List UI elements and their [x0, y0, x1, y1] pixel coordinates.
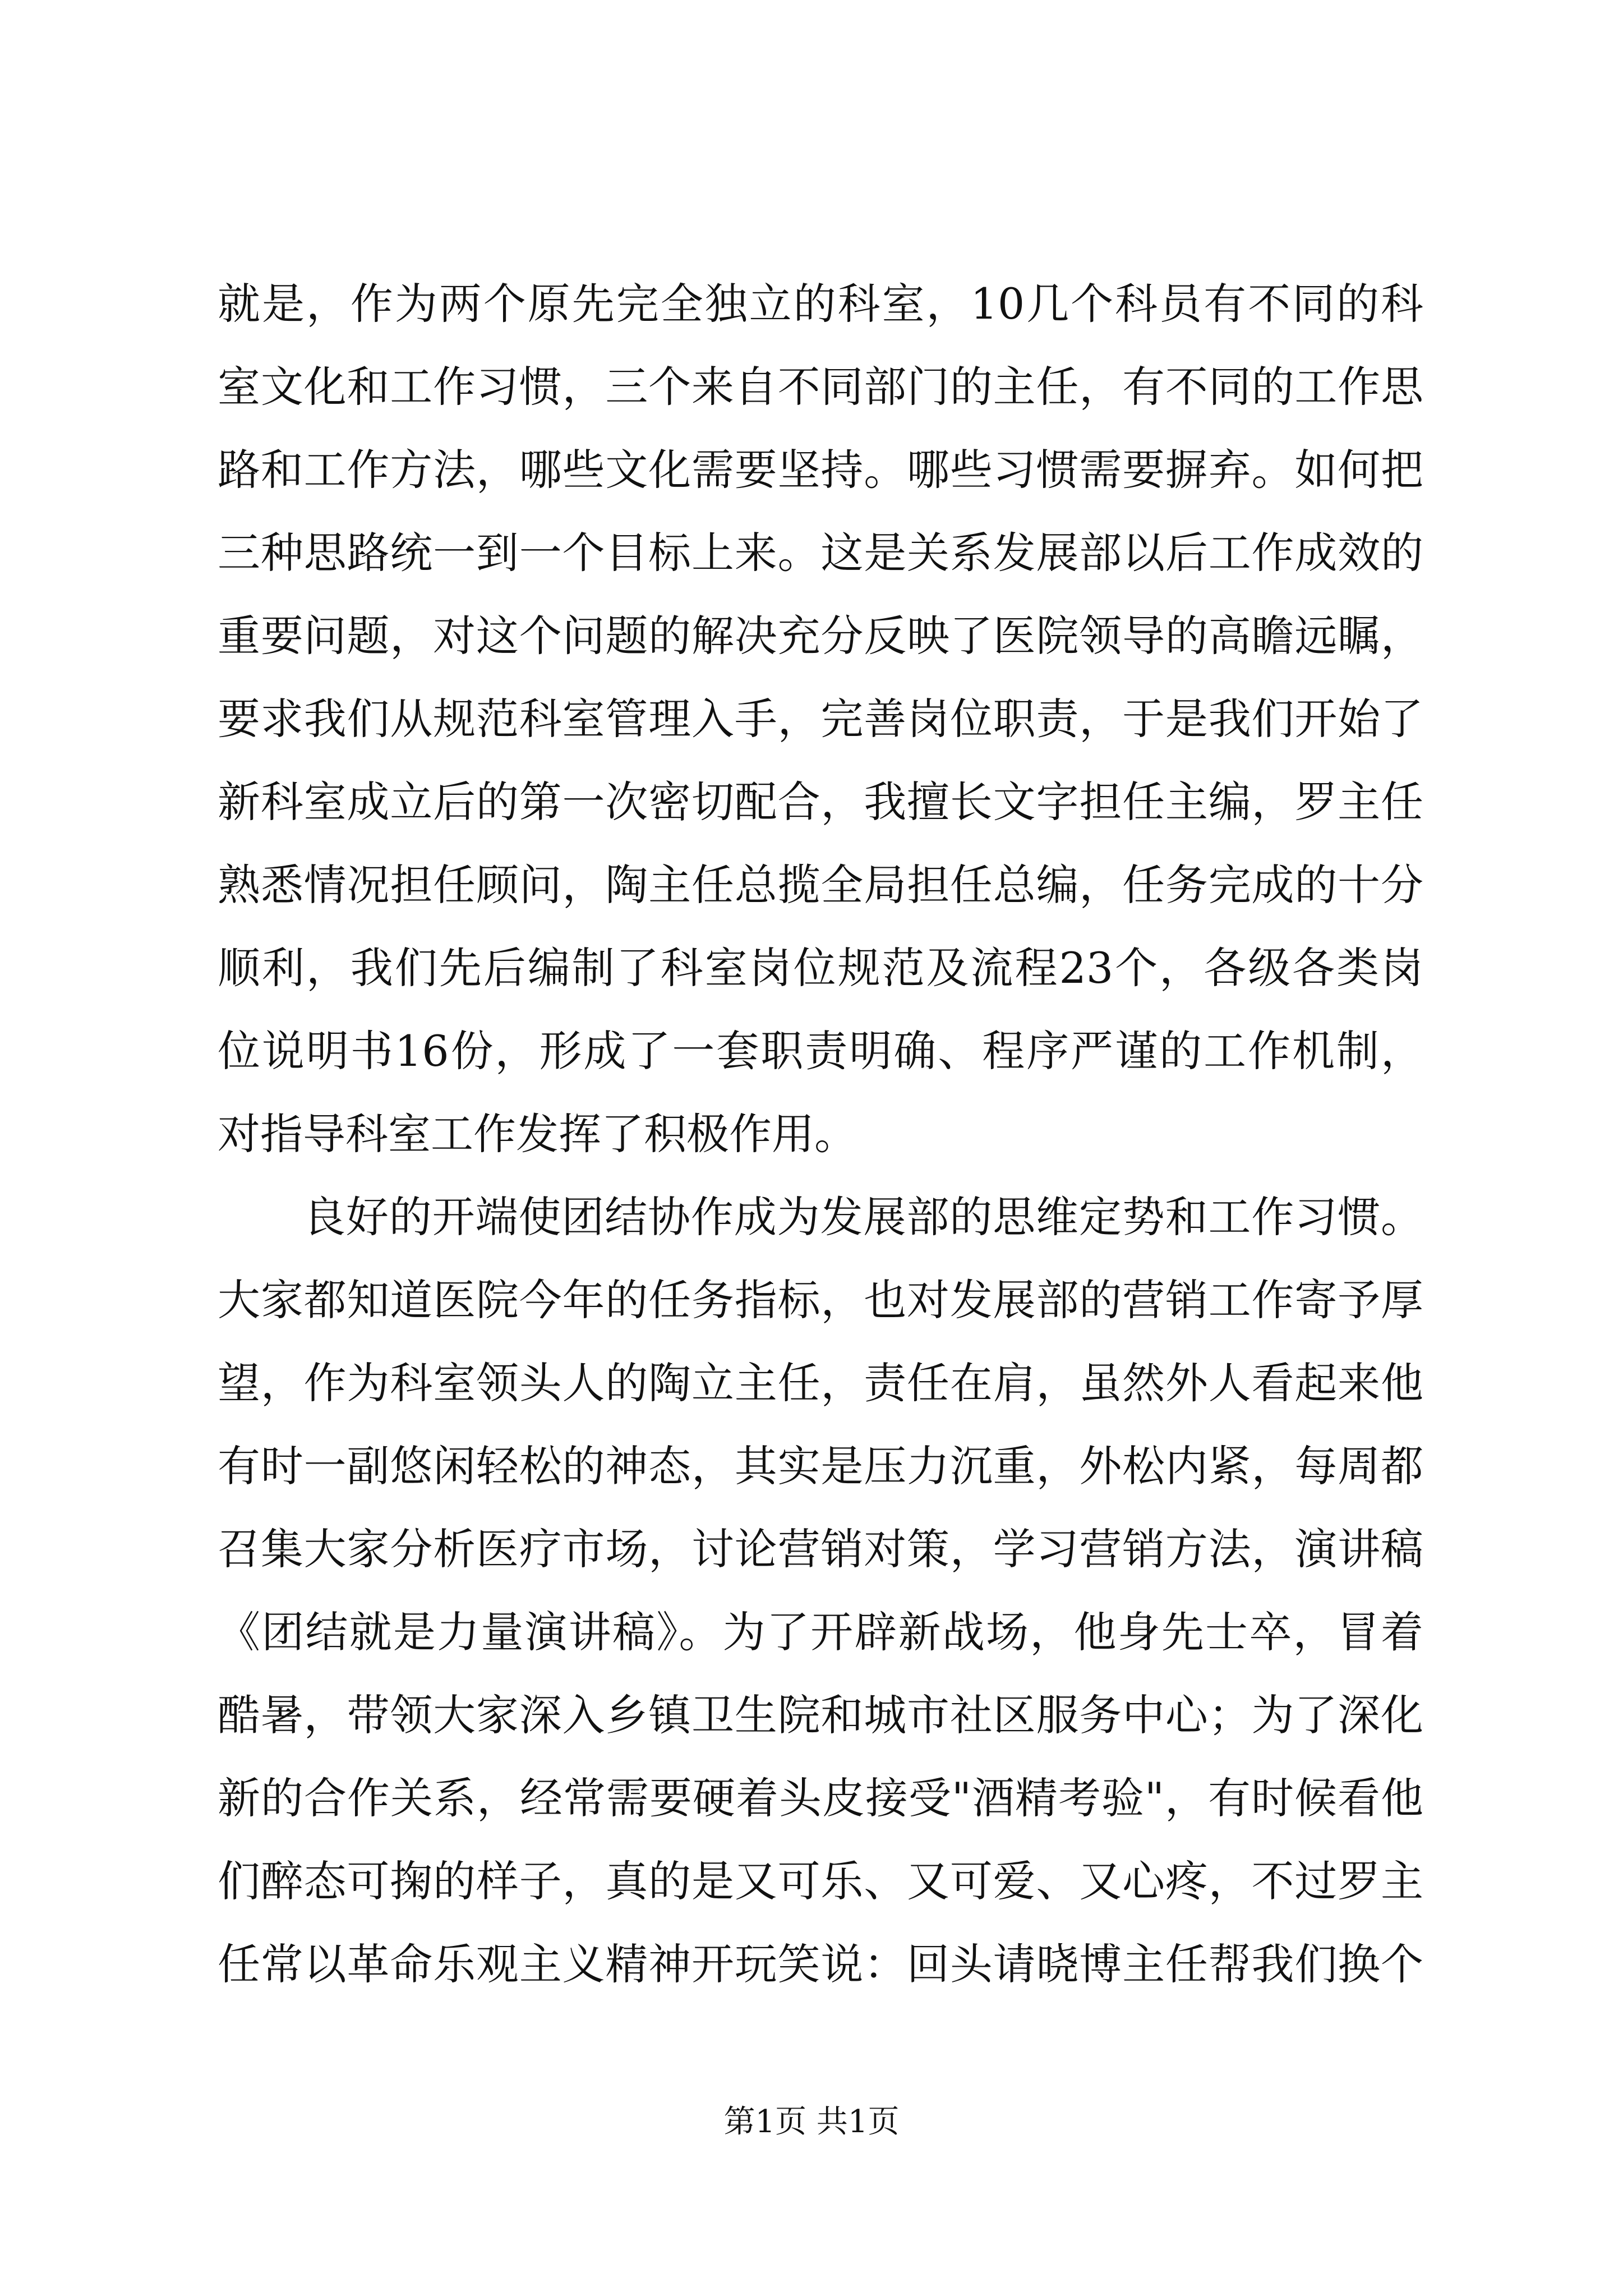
text-line: 新科室成立后的第一次密切配合，我擅长文字担任主编，罗主任 [218, 777, 1423, 827]
text-line: 酷暑，带领大家深入乡镇卫生院和城市社区服务中心；为了深化 [218, 1690, 1423, 1740]
text-line: 三种思路统一到一个目标上来。这是关系发展部以后工作成效的 [218, 528, 1423, 578]
text-line: 室文化和工作习惯，三个来自不同部门的主任，有不同的工作思 [218, 362, 1423, 412]
text-line: 要求我们从规范科室管理入手，完善岗位职责，于是我们开始了 [218, 694, 1423, 744]
text-line: 大家都知道医院今年的任务指标，也对发展部的营销工作寄予厚 [218, 1275, 1423, 1325]
text-line: 召集大家分析医疗市场，讨论营销对策，学习营销方法，演讲稿 [218, 1524, 1423, 1574]
text-line: 重要问题，对这个问题的解决充分反映了医院领导的高瞻远瞩， [218, 611, 1423, 661]
text-line: 《团结就是力量演讲稿》。为了开辟新战场，他身先士卒，冒着 [218, 1607, 1423, 1657]
text-line: 路和工作方法，哪些文化需要坚持。哪些习惯需要摒弃。如何把 [218, 445, 1423, 495]
text-line: 们醉态可掬的样子，真的是又可乐、又可爱、又心疼，不过罗主 [218, 1856, 1423, 1906]
paragraph-first-line: 良好的开端使团结协作成为发展部的思维定势和工作习惯。 [303, 1192, 1423, 1242]
text-line: 任常以革命乐观主义精神开玩笑说：回头请晓博主任帮我们换个 [218, 1939, 1423, 1989]
text-line: 新的合作关系，经常需要硬着头皮接受"酒精考验"，有时候看他 [218, 1773, 1423, 1823]
text-line: 对指导科室工作发挥了积极作用。 [218, 1109, 857, 1159]
text-line: 位说明书16份，形成了一套职责明确、程序严谨的工作机制， [218, 1026, 1423, 1076]
text-line: 顺利，我们先后编制了科室岗位规范及流程23个，各级各类岗 [218, 943, 1423, 993]
text-line: 望，作为科室领头人的陶立主任，责任在肩，虽然外人看起来他 [218, 1358, 1423, 1408]
text-line: 熟悉情况担任顾问，陶主任总揽全局担任总编，任务完成的十分 [218, 860, 1423, 910]
document-body [218, 263, 1423, 2006]
text-line: 就是，作为两个原先完全独立的科室，10几个科员有不同的科 [218, 279, 1423, 329]
text-line: 有时一副悠闲轻松的神态，其实是压力沉重，外松内紧，每周都 [218, 1441, 1423, 1491]
page-number-footer: 第1页 共1页 [723, 2104, 900, 2140]
